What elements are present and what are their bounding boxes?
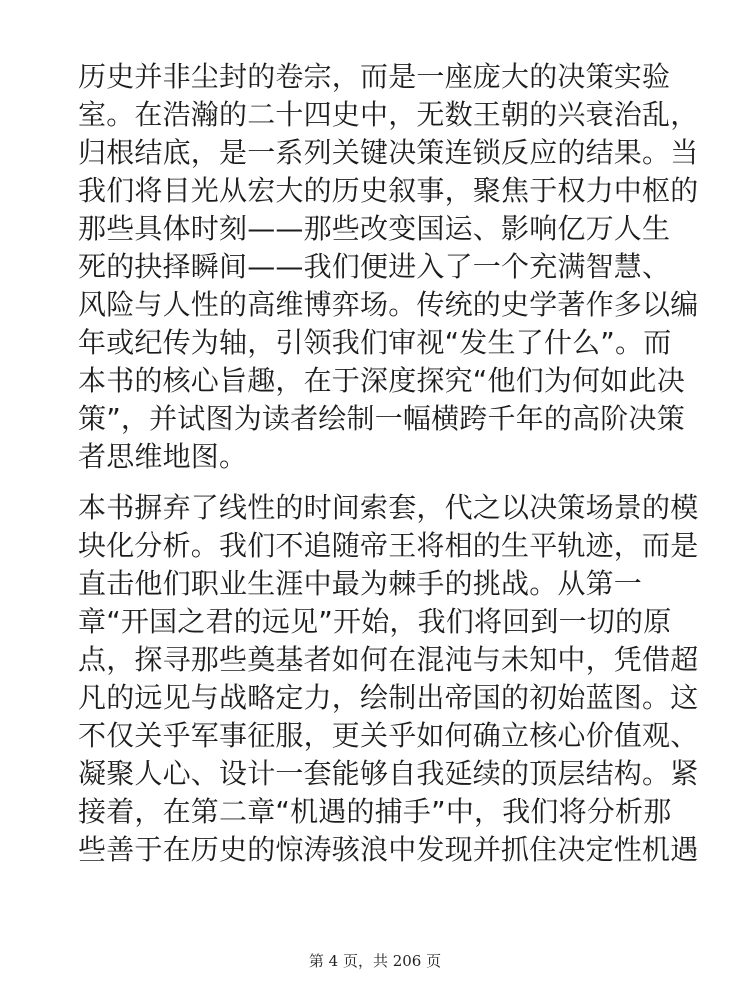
paragraph-1 [78,58,699,476]
text-line: 死的抉择瞬间——我们便进入了一个充满智慧、 [78,250,671,283]
text-line: 归根结底，是一系列关键决策连锁反应的结果。当 [78,136,699,169]
text-line: 点，探寻那些奠基者如何在混沌与未知中，凭借超 [78,643,699,676]
text-line: 我们将目光从宏大的历史叙事，聚焦于权力中枢的 [78,174,699,207]
text-line: 直击他们职业生涯中最为棘手的挑战。从第一 [78,567,643,600]
text-line: 策”，并试图为读者绘制一幅横跨千年的高阶决策 [78,402,685,435]
text-line: 历史并非尘封的卷宗，而是一座庞大的决策实验 [78,60,671,93]
text-line: 不仅关乎军事征服，更关乎如何确立核心价值观、 [78,719,699,752]
text-line: 块化分析。我们不追随帝王将相的生平轨迹，而是 [78,529,699,562]
text-line: 本书摒弃了线性的时间索套，代之以决策场景的模 [78,491,699,524]
text-line: 凝聚人心、设计一套能够自我延续的顶层结构。紧 [78,757,699,790]
text-line: 风险与人性的高维博弈场。传统的史学著作多以编 [78,288,699,321]
text-line: 年或纪传为轴，引领我们审视“发生了什么”。而 [78,326,672,359]
text-line: 那些具体时刻——那些改变国运、影响亿万人生 [78,212,671,245]
text-line: 凡的远见与战略定力，绘制出帝国的初始蓝图。这 [78,681,699,714]
page-number-footer: 第 4 页，共 206 页 [308,952,442,970]
text-line: 接着，在第二章“机遇的捕手”中，我们将分析那 [78,795,672,828]
paragraph-2 [78,489,699,869]
text-line: 室。在浩瀚的二十四史中，无数王朝的兴衰治乱， [78,98,699,131]
document-body [78,58,699,869]
text-line: 者思维地图。 [78,440,248,473]
text-line: 本书的核心旨趣，在于深度探究“他们为何如此决 [78,364,685,397]
text-line: 些善于在历史的惊涛骇浪中发现并抓住决定性机遇 [78,833,699,866]
text-line: 章“开国之君的远见”开始，我们将回到一切的原 [78,605,672,638]
